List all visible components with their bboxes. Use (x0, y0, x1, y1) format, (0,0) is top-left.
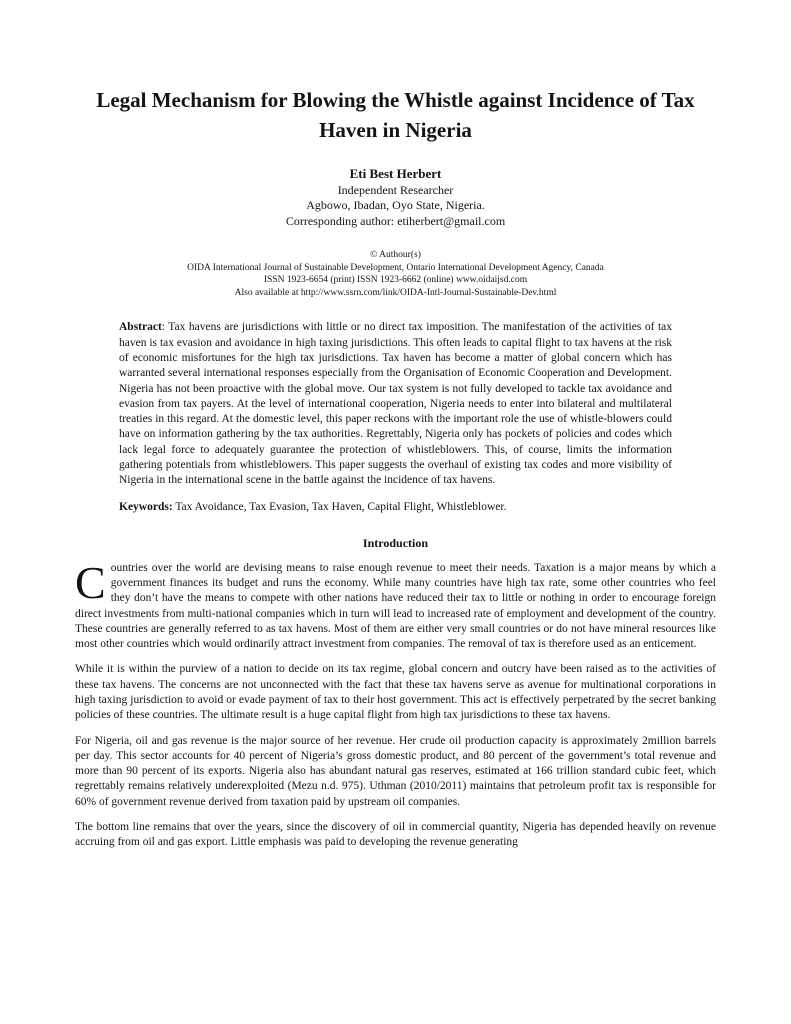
paper-title: Legal Mechanism for Blowing the Whistle against Incidence of Tax Haven in Nigeria (96, 88, 695, 142)
intro-paragraph-3: For Nigeria, oil and gas revenue is the major source of her revenue. Her crude oil production capacity is approximately 2million barrels per day. This sector accounts for 40 percent of Nigeria’s gross domestic product, and 80 percent of the government’s total revenue and more than 90 percent of its exports. Nigeria also has abundant natural gas reserves, estimated at 166 trillion standard cubic feet, which regrettably remains relatively underexploited (Mezu n.d. 975). Uthman (2010/2011) maintains that petroleum profit tax is responsible for 60% of government revenue derived from taxation paid by upstream oil companies. (75, 734, 716, 808)
intro-paragraph-4: The bottom line remains that over the years, since the discovery of oil in commercial quantity, Nigeria has depended heavily on revenue accruing from oil and gas export. Little emphasis was paid to developing the revenue generating (75, 821, 716, 849)
publication-block (75, 249, 716, 299)
keywords-label: Keywords: (119, 500, 173, 513)
introduction-heading: Introduction (362, 535, 429, 550)
author-address: Agbowo, Ibadan, Oyo State, Nigeria. (306, 198, 485, 213)
author-correspondence: Corresponding author: etiherbert@gmail.com (285, 213, 506, 228)
issn-line: ISSN 1923-6654 (print) ISSN 1923-6662 (online) www.oidaijsd.com (263, 275, 528, 286)
introduction-body (75, 556, 716, 851)
intro-paragraph-1-text: ountries over the world are devising means to raise enough revenue to meet their needs. Taxation is a major means by which a government finances its budget and runs the economy. While many countries have high tax rate, some other countries who feel they don’t have the means to compete with other nations have reduced their tax to little or nothing in order to encourage foreign direct investments from multi-national companies which in turn will lead to increased rate of employment and development of the country. These countries are generally referred to as tax havens. Most of them are either very small countries or do not have mineral resources like most other countries which would ordinarily attract investment from companies. The removal of tax is therefore used as an enticement. (75, 561, 716, 651)
journal-line: OIDA International Journal of Sustainable Development, Ontario International Development Agency, Canada (187, 262, 604, 273)
intro-paragraph-2: While it is within the purview of a nation to decide on its tax regime, global concern and outcry have been raised as to the activities of these tax havens. The concerns are not unconnected with the fact that these tax havens serve as avenue for multinational corporations in high taxing jurisdiction to avoid or evade payment of tax to their host government. This act is effectively perpetrated by the secret banking policies of these countries. The ultimate result is a huge capital flight from high tax jurisdictions to these tax havens. (75, 663, 716, 722)
keywords-text: Tax Avoidance, Tax Evasion, Tax Haven, Capital Flight, Whistleblower. (172, 500, 507, 513)
author-block (75, 166, 716, 230)
author-name: Eti Best Herbert (349, 165, 442, 181)
availability-line: Also available at http://www.ssrn.com/link/OIDA-Intl-Journal-Sustainable-Dev.html (234, 287, 557, 298)
abstract-label: Abstract (119, 321, 162, 334)
keywords (75, 500, 716, 515)
copyright-line: © Authour(s) (370, 250, 421, 261)
abstract (75, 320, 716, 488)
abstract-text: : Tax havens are jurisdictions with little or no direct tax imposition. The manifestation of the activities of tax haven is tax evasion and avoidance in high taxing jurisdictions. This often leads to capital flight to tax havens at the risk of economic misfortunes for the high tax jurisdictions. Tax haven has become a matter of global concern which has warranted several international responses especially from the Organisation of Economic Cooperation and Development. Nigeria has not been proactive with the global move. Our tax system is not fully developed to tackle tax avoidance and evasion from tax payers. At the level of international cooperation, Nigeria needs to enter into bilateral and multilateral treaties in this regard. At the domestic level, this paper reckons with the important role the use of whistle-blowers could have on information gathering by the tax authorities. Regrettably, Nigeria only has pockets of policies and codes which lack legal force to adequately guarantee the protection of whistleblowers. This, of course, limits the information gathering potentials from whistleblowers. This paper suggests the overhaul of existing tax codes and more visibility of Nigeria in the international scene in the battle against the incidence of tax havens. (119, 321, 672, 487)
author-affiliation: Independent Researcher (337, 182, 454, 197)
intro-paragraph-1 (75, 556, 716, 653)
drop-cap: C (75, 556, 106, 608)
